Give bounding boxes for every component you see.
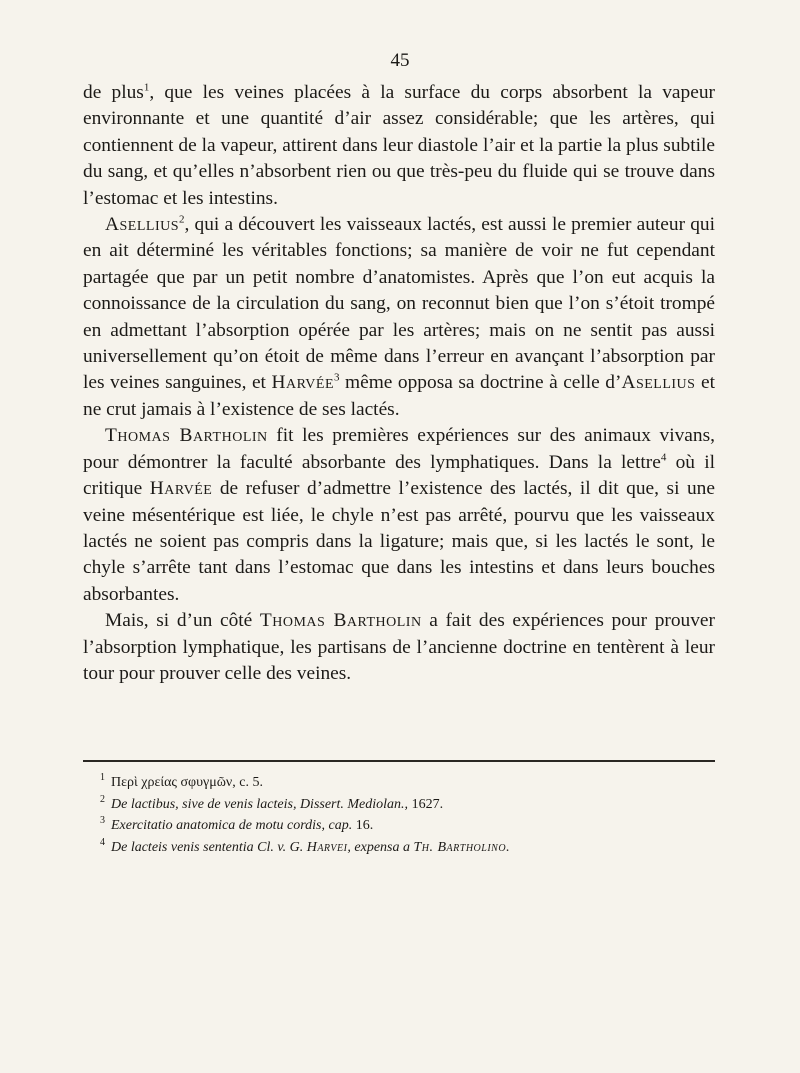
- author-name: Harvée: [271, 372, 334, 394]
- footnotes: [100, 772, 710, 858]
- author-name: Asellius: [105, 214, 180, 236]
- text-run: 1627.: [408, 796, 444, 812]
- text-run: De lacteis venis sententia Cl. v. G.: [111, 839, 307, 855]
- footnote-reference: 4: [660, 451, 667, 464]
- footnote-number: 3: [100, 815, 105, 827]
- text-run: Mais, si d’un côté: [105, 610, 260, 632]
- paragraph: [83, 80, 715, 212]
- text-run: de refuser d’admettre l’existence des lactés, il dit que, si une veine mésentérique est liée, le chyle n’est pas arrêté, pourvu que les vaisseaux lactés ne soient pas compris dans la ligature; mais que, si les lactés le sont, le chyle s’arrête tant dans l’estomac que dans les intestins et dans leurs bouches absorbantes.: [83, 478, 715, 605]
- footnote-number: 1: [100, 772, 105, 784]
- text-run: , expensa a: [347, 839, 414, 855]
- text-run: 16.: [352, 818, 374, 833]
- page-number: 45: [390, 50, 410, 71]
- text-run: même opposa sa doctrine à celle d’: [339, 372, 622, 394]
- text-run: .: [506, 839, 510, 855]
- text-run: Exercitatio anatomica de motu cordis, cap.: [111, 818, 353, 833]
- text-run: où il critique: [83, 451, 715, 500]
- paragraph: [83, 608, 715, 687]
- footnote: [100, 837, 710, 859]
- author-name: Harvei: [306, 839, 348, 855]
- author-name: Harvée: [149, 478, 213, 500]
- paragraph: [83, 212, 715, 423]
- body-text: [83, 80, 715, 687]
- footnote: [100, 815, 710, 837]
- author-name: Asellius: [621, 372, 696, 394]
- text-run: a fait des expériences pour prouver l’absorption lymphatique, les partisans de l’ancienne doctrine en tentèrent à leur tour pour prouver celle des veines.: [83, 610, 715, 684]
- text-run: De lactibus, sive de venis lacteis, Dissert. Mediolan.,: [111, 796, 409, 812]
- footnote-number: 4: [100, 836, 105, 848]
- footnote-reference: 3: [334, 372, 340, 384]
- footnote-separator: [83, 760, 715, 762]
- text-run: , c. 5.: [232, 775, 263, 790]
- footnote-reference: 1: [143, 81, 150, 94]
- text-run: et ne crut jamais à l’existence de ses lactés.: [83, 372, 715, 420]
- footnote-reference: 2: [179, 213, 185, 226]
- text-run: de plus: [83, 82, 144, 103]
- footnote: [100, 794, 710, 816]
- text-run: , qui a découvert les vaisseaux lactés, est aussi le premier auteur qui en ait déterminé les véritables fonctions; sa manière de voir ne fut cependant partagée que par un petit nombre d’anatomistes. Après que l’on eut acquis la connoissance de la circulation du sang, on reconnut bien que l’on s’étoit trompé en admettant l’absorption opérée par les artères; mais on ne sentit pas aussi universellement qu’on étoit de même dans l’erreur en avançant l’absorption par les veines sanguines, et: [83, 214, 715, 394]
- author-name: Thomas Bartholin: [259, 610, 422, 632]
- paragraph: [83, 423, 715, 608]
- text-run: Περὶ χρείας σφυγμῶν: [111, 775, 233, 790]
- footnote: [100, 772, 710, 794]
- footnote-number: 2: [100, 793, 105, 805]
- author-name: Thomas Bartholin: [105, 425, 268, 447]
- author-name: Th. Bartholino: [413, 839, 507, 855]
- text-run: fit les premières expériences sur des animaux vivans, pour démontrer la faculté absorbante des lymphatiques. Dans la lettre: [83, 425, 715, 473]
- text-run: , que les veines placées à la surface du corps absorbent la vapeur environnante et une quantité d’air assez considérable; que les artères, qui contiennent de la vapeur, attirent dans leur diastole l’air et la partie la plus subtile du sang, et qu’elles n’absorbent rien ou que très-peu du fluide qui se trouve dans l’estomac et les intestins.: [83, 82, 715, 209]
